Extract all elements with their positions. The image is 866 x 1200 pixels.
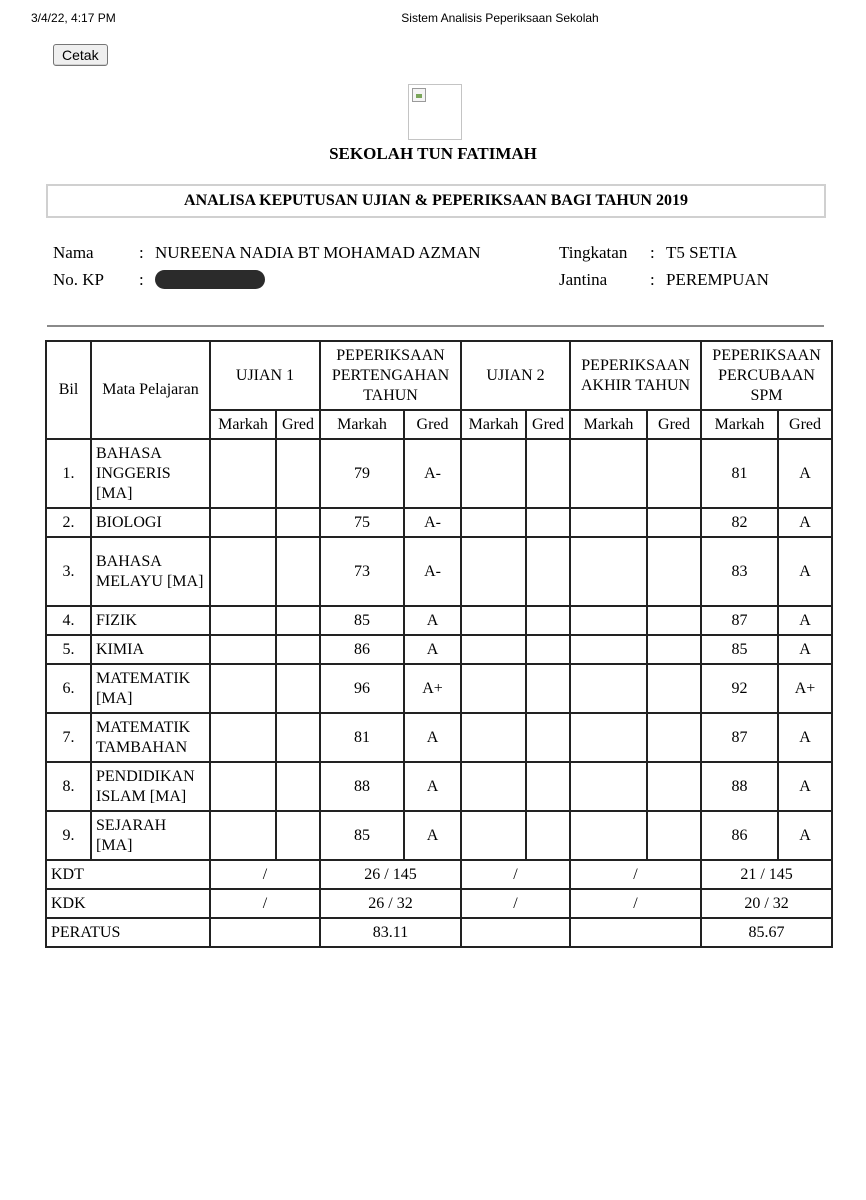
row-number: 6.	[46, 664, 91, 713]
summary-value: /	[210, 889, 320, 918]
kp-redacted-value	[155, 270, 265, 289]
summary-label: KDK	[46, 889, 210, 918]
summary-value	[210, 918, 320, 947]
row-number: 8.	[46, 762, 91, 811]
header-ujian-1: UJIAN 1	[210, 341, 320, 410]
grade-cell: A	[778, 537, 832, 606]
mark-cell: 81	[701, 439, 778, 508]
mark-cell: 82	[701, 508, 778, 537]
header-pertengahan-tahun: PEPERIKSAAN PERTENGAHAN TAHUN	[320, 341, 461, 410]
table-row	[46, 664, 832, 713]
grade-cell: A	[778, 439, 832, 508]
summary-value	[461, 918, 570, 947]
form-value: T5 SETIA	[666, 243, 738, 262]
print-button[interactable]: Cetak	[53, 44, 108, 66]
mark-cell: 85	[320, 811, 404, 860]
subheader-markah: Markah	[320, 410, 404, 439]
mark-cell	[210, 762, 276, 811]
summary-row	[46, 918, 832, 947]
summary-label: KDT	[46, 860, 210, 889]
grade-cell: A-	[404, 508, 461, 537]
mark-cell	[461, 508, 526, 537]
summary-value: /	[570, 860, 701, 889]
school-logo-broken-image-icon	[408, 84, 462, 140]
grade-cell	[526, 811, 570, 860]
row-number: 2.	[46, 508, 91, 537]
mark-cell: 87	[701, 606, 778, 635]
mark-cell	[210, 635, 276, 664]
mark-cell: 85	[320, 606, 404, 635]
summary-label: PERATUS	[46, 918, 210, 947]
summary-row	[46, 889, 832, 918]
grade-cell	[276, 635, 320, 664]
grade-cell: A	[778, 606, 832, 635]
divider	[47, 325, 824, 327]
mark-cell: 86	[320, 635, 404, 664]
grade-cell	[526, 762, 570, 811]
mark-cell: 79	[320, 439, 404, 508]
mark-cell	[461, 606, 526, 635]
table-row	[46, 635, 832, 664]
print-page-title: Sistem Analisis Peperiksaan Sekolah	[401, 11, 599, 25]
grade-cell	[276, 664, 320, 713]
mark-cell	[461, 811, 526, 860]
subject-name: BIOLOGI	[91, 508, 210, 537]
mark-cell: 75	[320, 508, 404, 537]
summary-value: /	[461, 860, 570, 889]
table-row	[46, 762, 832, 811]
header-subject: Mata Pelajaran	[91, 341, 210, 439]
mark-cell	[570, 811, 647, 860]
grade-cell	[647, 606, 701, 635]
subheader-markah: Markah	[701, 410, 778, 439]
row-number: 4.	[46, 606, 91, 635]
name-colon: :	[139, 243, 144, 262]
header-ujian-2: UJIAN 2	[461, 341, 570, 410]
summary-value: 26 / 145	[320, 860, 461, 889]
mark-cell	[570, 508, 647, 537]
kp-colon: :	[139, 270, 144, 289]
table-row	[46, 508, 832, 537]
summary-value: 26 / 32	[320, 889, 461, 918]
mark-cell	[570, 635, 647, 664]
summary-row	[46, 860, 832, 889]
summary-value: 20 / 32	[701, 889, 832, 918]
grade-cell: A	[404, 762, 461, 811]
table-row	[46, 537, 832, 606]
row-number: 7.	[46, 713, 91, 762]
subject-name: FIZIK	[91, 606, 210, 635]
subheader-markah: Markah	[570, 410, 647, 439]
mark-cell	[210, 664, 276, 713]
mark-cell	[570, 439, 647, 508]
grade-cell: A	[404, 713, 461, 762]
table-row	[46, 811, 832, 860]
mark-cell	[461, 713, 526, 762]
subject-name: MATEMATIK [MA]	[91, 664, 210, 713]
grade-cell: A-	[404, 537, 461, 606]
grade-cell: A+	[404, 664, 461, 713]
grade-cell: A	[778, 811, 832, 860]
grade-cell	[647, 439, 701, 508]
mark-cell	[461, 762, 526, 811]
subheader-markah: Markah	[461, 410, 526, 439]
grade-cell	[647, 635, 701, 664]
name-value: NUREENA NADIA BT MOHAMAD AZMAN	[155, 243, 481, 262]
mark-cell	[210, 606, 276, 635]
mark-cell	[570, 537, 647, 606]
grade-cell	[276, 762, 320, 811]
subheader-gred: Gred	[647, 410, 701, 439]
broken-image-icon	[412, 88, 426, 102]
kp-label: No. KP	[53, 270, 105, 289]
results-table	[45, 340, 833, 948]
subject-name: BAHASA MELAYU [MA]	[91, 537, 210, 606]
mark-cell: 86	[701, 811, 778, 860]
mark-cell	[210, 811, 276, 860]
mark-cell: 87	[701, 713, 778, 762]
grade-cell	[276, 439, 320, 508]
grade-cell	[526, 439, 570, 508]
row-number: 1.	[46, 439, 91, 508]
report-title: ANALISA KEPUTUSAN UJIAN & PEPERIKSAAN BAGI TAHUN 2019	[46, 184, 826, 218]
grade-cell	[526, 664, 570, 713]
grade-cell: A	[778, 713, 832, 762]
grade-cell	[276, 508, 320, 537]
name-label: Nama	[53, 243, 94, 262]
grade-cell	[647, 537, 701, 606]
mark-cell: 92	[701, 664, 778, 713]
summary-value	[570, 918, 701, 947]
summary-value: 83.11	[320, 918, 461, 947]
grade-cell	[526, 537, 570, 606]
school-name: SEKOLAH TUN FATIMAH	[329, 144, 537, 163]
subheader-gred: Gred	[778, 410, 832, 439]
table-row	[46, 439, 832, 508]
summary-value: /	[210, 860, 320, 889]
gender-colon: :	[650, 270, 655, 289]
summary-value: /	[570, 889, 701, 918]
mark-cell: 96	[320, 664, 404, 713]
mark-cell	[461, 635, 526, 664]
subheader-gred: Gred	[276, 410, 320, 439]
mark-cell	[210, 537, 276, 606]
grade-cell	[276, 537, 320, 606]
grade-cell	[276, 811, 320, 860]
grade-cell	[526, 713, 570, 762]
grade-cell	[647, 811, 701, 860]
print-header	[0, 11, 866, 27]
grade-cell: A	[404, 606, 461, 635]
mark-cell	[570, 762, 647, 811]
grade-cell	[526, 635, 570, 664]
form-label: Tingkatan	[559, 243, 628, 262]
mark-cell	[570, 713, 647, 762]
subheader-markah: Markah	[210, 410, 276, 439]
grade-cell	[647, 508, 701, 537]
subject-name: KIMIA	[91, 635, 210, 664]
summary-value: 85.67	[701, 918, 832, 947]
grade-cell: A-	[404, 439, 461, 508]
form-colon: :	[650, 243, 655, 262]
mark-cell	[570, 606, 647, 635]
grade-cell	[526, 606, 570, 635]
mark-cell: 88	[320, 762, 404, 811]
grade-cell	[647, 762, 701, 811]
mark-cell	[570, 664, 647, 713]
subject-name: SEJARAH [MA]	[91, 811, 210, 860]
grade-cell	[276, 606, 320, 635]
row-number: 3.	[46, 537, 91, 606]
subject-name: BAHASA INGGERIS [MA]	[91, 439, 210, 508]
print-date: 3/4/22, 4:17 PM	[31, 11, 116, 25]
grade-cell: A	[404, 635, 461, 664]
header-akhir-tahun: PEPERIKSAAN AKHIR TAHUN	[570, 341, 701, 410]
mark-cell	[210, 508, 276, 537]
mark-cell	[210, 439, 276, 508]
gender-label: Jantina	[559, 270, 608, 289]
grade-cell: A	[404, 811, 461, 860]
header-bil: Bil	[46, 341, 91, 439]
mark-cell	[210, 713, 276, 762]
mark-cell: 83	[701, 537, 778, 606]
summary-value: /	[461, 889, 570, 918]
subheader-gred: Gred	[526, 410, 570, 439]
gender-value: PEREMPUAN	[666, 270, 769, 289]
subject-name: PENDIDIKAN ISLAM [MA]	[91, 762, 210, 811]
grade-cell	[276, 713, 320, 762]
mark-cell: 73	[320, 537, 404, 606]
header-percubaan-spm: PEPERIKSAAN PERCUBAAN SPM	[701, 341, 832, 410]
grade-cell: A+	[778, 664, 832, 713]
table-row	[46, 713, 832, 762]
grade-cell	[647, 664, 701, 713]
row-number: 5.	[46, 635, 91, 664]
table-row	[46, 606, 832, 635]
mark-cell: 88	[701, 762, 778, 811]
mark-cell	[461, 537, 526, 606]
mark-cell	[461, 439, 526, 508]
summary-value: 21 / 145	[701, 860, 832, 889]
row-number: 9.	[46, 811, 91, 860]
mark-cell	[461, 664, 526, 713]
grade-cell	[526, 508, 570, 537]
subject-name: MATEMATIK TAMBAHAN	[91, 713, 210, 762]
subheader-gred: Gred	[404, 410, 461, 439]
grade-cell	[647, 713, 701, 762]
mark-cell: 85	[701, 635, 778, 664]
grade-cell: A	[778, 635, 832, 664]
grade-cell: A	[778, 508, 832, 537]
grade-cell: A	[778, 762, 832, 811]
mark-cell: 81	[320, 713, 404, 762]
